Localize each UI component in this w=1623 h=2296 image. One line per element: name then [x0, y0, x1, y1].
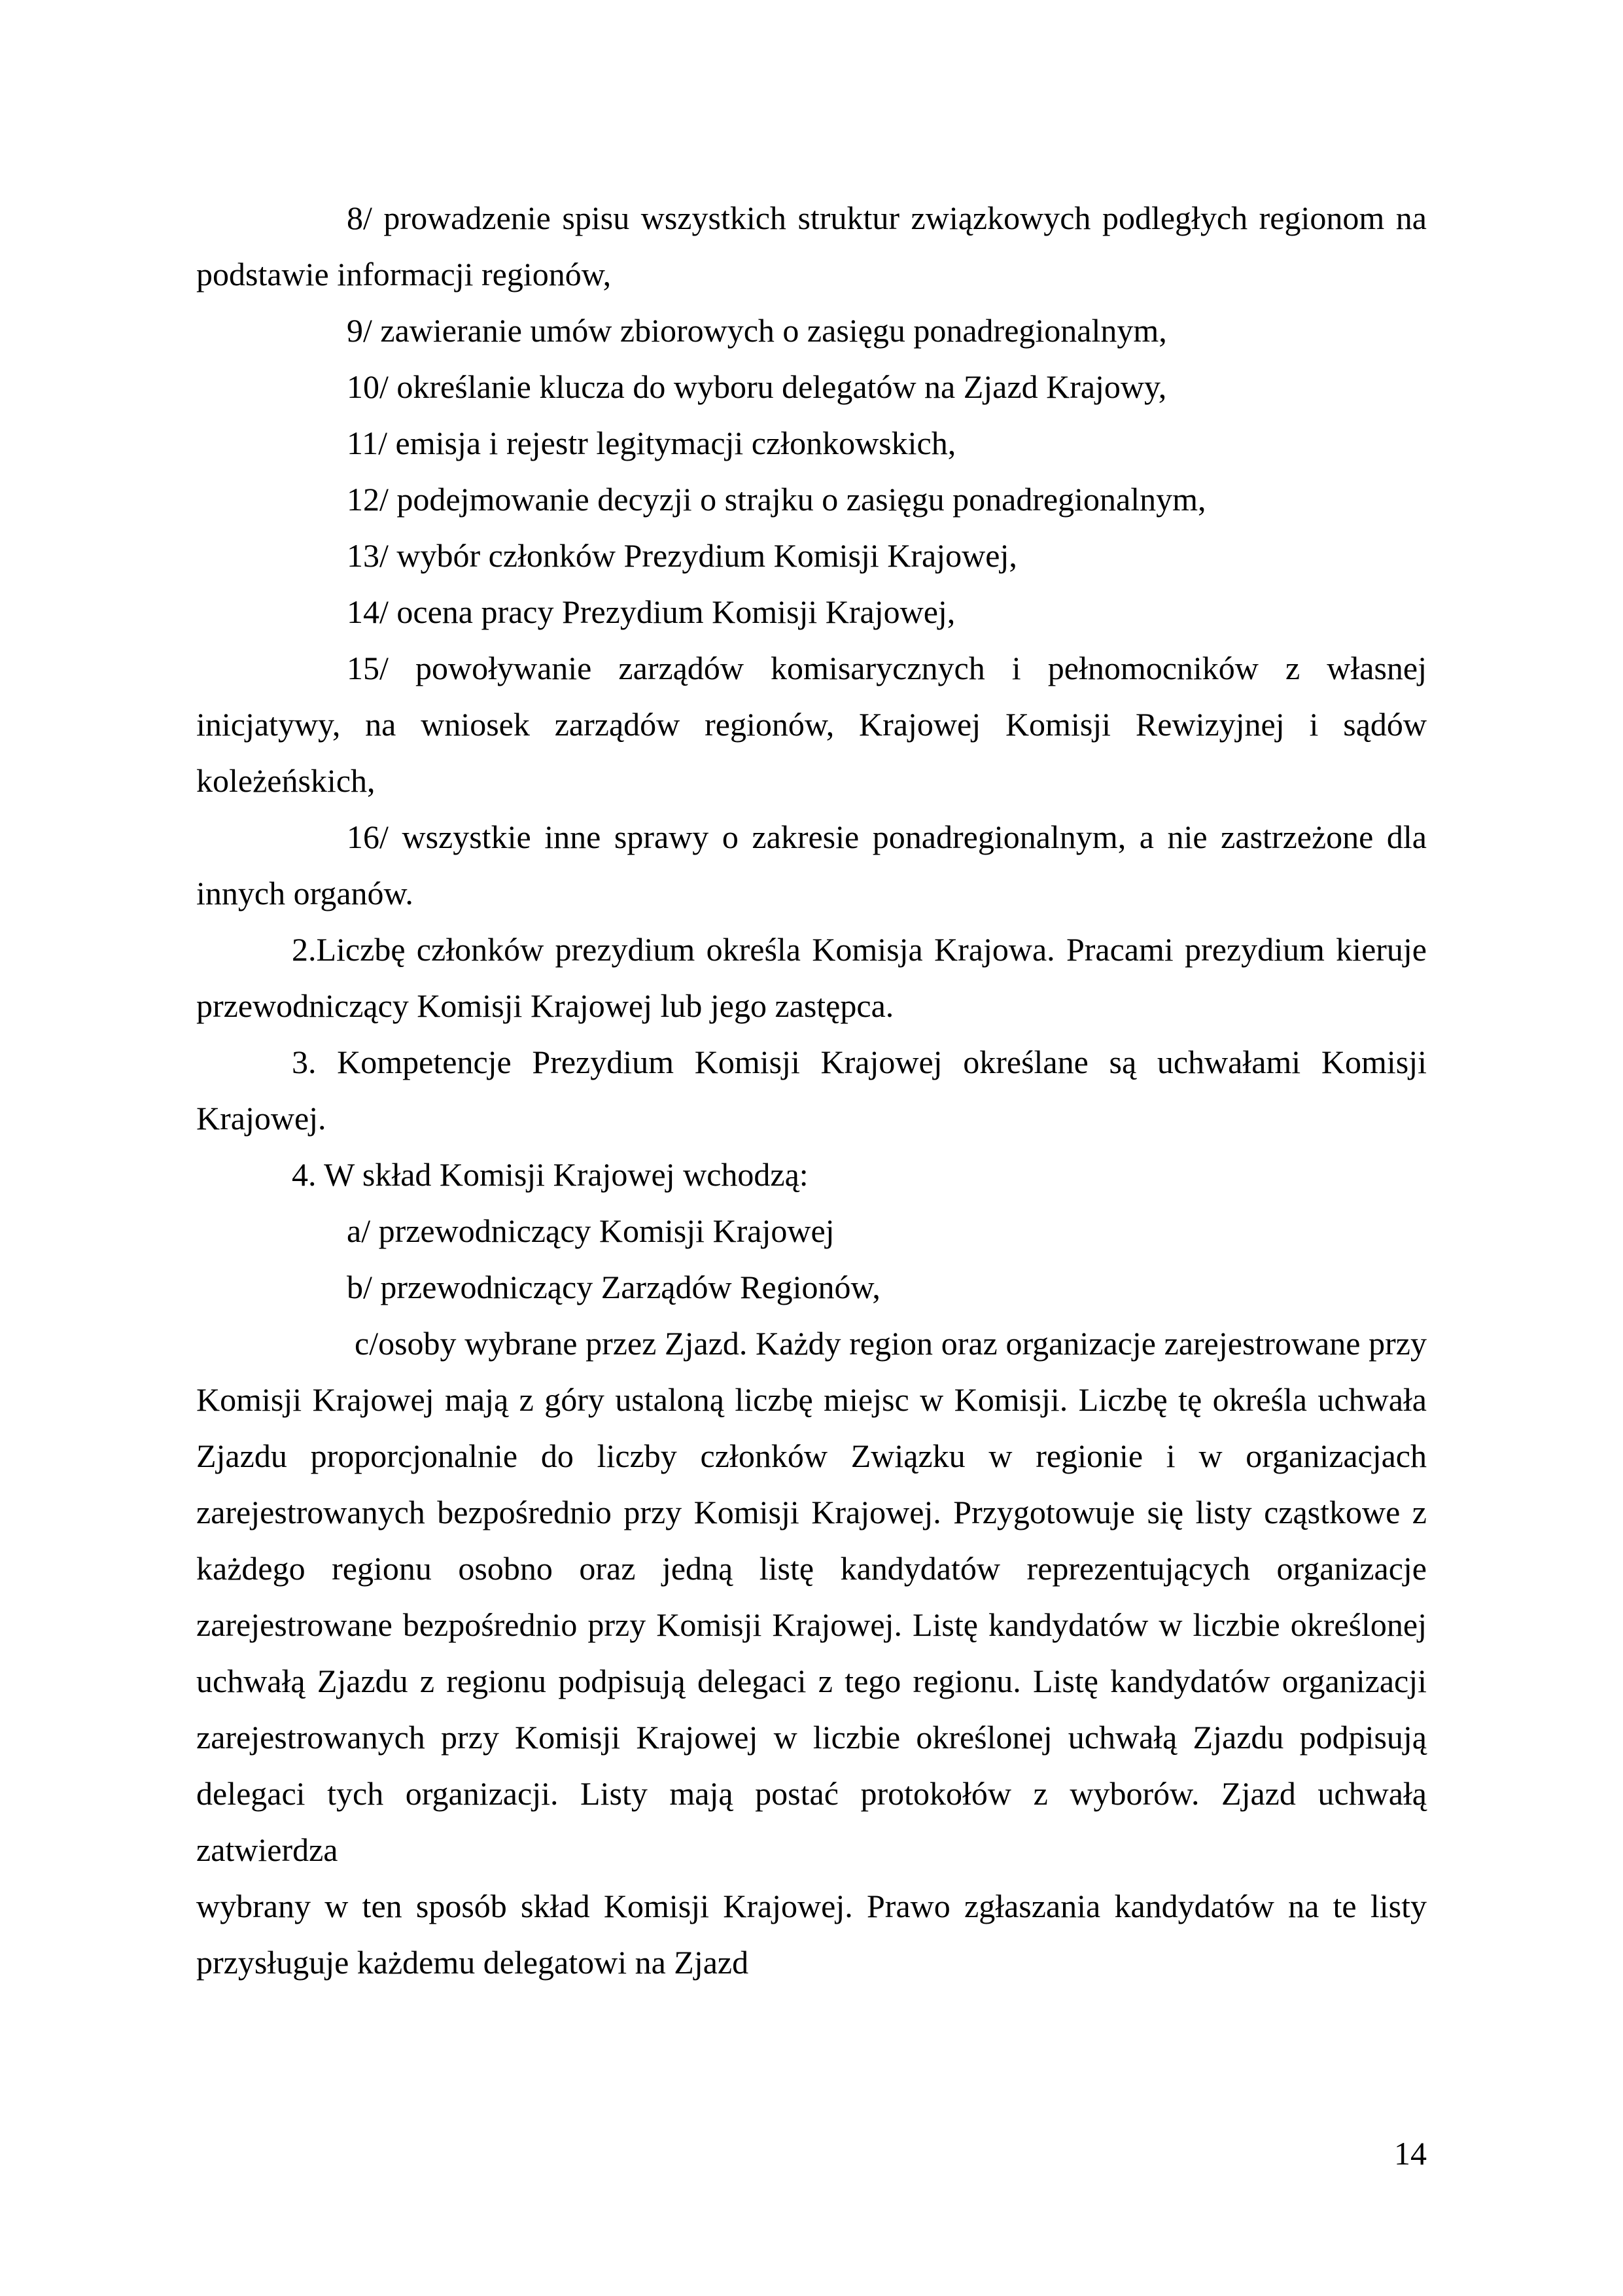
text-line: innych organów. [196, 875, 413, 911]
text-line: 12/ podejmowanie decyzji o strajku o zasięgu ponadregionalnym, [347, 481, 1206, 518]
text-line: zarejestrowane bezpośrednio przy Komisji Krajowej. Listę kandydatów w liczbie określonej [196, 1606, 1427, 1643]
text-line: 4. W skład Komisji Krajowej wchodzą: [292, 1156, 809, 1193]
text-line: koleżeńskich, [196, 762, 375, 799]
text-line: inicjatywy, na wniosek zarządów regionów, Krajowej Komisji Rewizyjnej i sądów [196, 706, 1427, 743]
text-line: 8/ prowadzenie spisu wszystkich struktur związkowych podległych regionom na [347, 200, 1427, 236]
text-line: a/ przewodniczący Komisji Krajowej [347, 1212, 835, 1249]
text-line: 3. Kompetencje Prezydium Komisji Krajowej określane są uchwałami Komisji [292, 1044, 1427, 1080]
text-line: wybrany w ten sposób skład Komisji Krajowej. Prawo zgłaszania kandydatów na te listy [196, 1888, 1427, 1924]
text-line: 13/ wybór członków Prezydium Komisji Krajowej, [347, 537, 1017, 574]
text-line: zarejestrowanych bezpośrednio przy Komisji Krajowej. Przygotowuje się listy cząstkowe z [196, 1494, 1427, 1530]
text-line: Komisji Krajowej mają z góry ustaloną liczbę miejsc w Komisji. Liczbę tę określa uchwała [196, 1381, 1427, 1418]
text-line: 16/ wszystkie inne sprawy o zakresie ponadregionalnym, a nie zastrzeżone dla [347, 819, 1427, 855]
text-line: 11/ emisja i rejestr legitymacji członkowskich, [347, 425, 956, 461]
text-line: przysługuje każdemu delegatowi na Zjazd [196, 1944, 749, 1981]
text-line: podstawie informacji regionów, [196, 256, 612, 292]
page-number: 14 [1394, 2135, 1427, 2172]
text-line: b/ przewodniczący Zarządów Regionów, [347, 1269, 881, 1305]
text-line: Krajowej. [196, 1100, 326, 1137]
text-line: uchwałą Zjazdu z regionu podpisują delegaci z tego regionu. Listę kandydatów organizacji [196, 1663, 1427, 1699]
text-line: 2.Liczbę członków prezydium określa Komisja Krajowa. Pracami prezydium kieruje [292, 931, 1427, 968]
text-line: Zjazdu proporcjonalnie do liczby członków Związku w regionie i w organizacjach [196, 1438, 1427, 1474]
text-line: delegaci tych organizacji. Listy mają postać protokołów z wyborów. Zjazd uchwałą zatwierdza [196, 1775, 1427, 1868]
text-line: 10/ określanie klucza do wyboru delegatów na Zjazd Krajowy, [347, 368, 1167, 405]
document-body-text [196, 190, 1427, 1990]
text-line: 9/ zawieranie umów zbiorowych o zasięgu ponadregionalnym, [347, 312, 1167, 349]
text-line: 14/ ocena pracy Prezydium Komisji Krajowej, [347, 593, 956, 630]
text-line: zarejestrowanych przy Komisji Krajowej w liczbie określonej uchwałą Zjazdu podpisują [196, 1719, 1427, 1756]
text-line: c/osoby wybrane przez Zjazd. Każdy region oraz organizacje zarejestrowane przy [355, 1325, 1427, 1362]
text-line: 15/ powoływanie zarządów komisarycznych i pełnomocników z własnej [347, 650, 1427, 686]
text-line: przewodniczący Komisji Krajowej lub jego zastępca. [196, 987, 894, 1024]
text-line: każdego regionu osobno oraz jedną listę kandydatów reprezentujących organizacje [196, 1550, 1427, 1587]
